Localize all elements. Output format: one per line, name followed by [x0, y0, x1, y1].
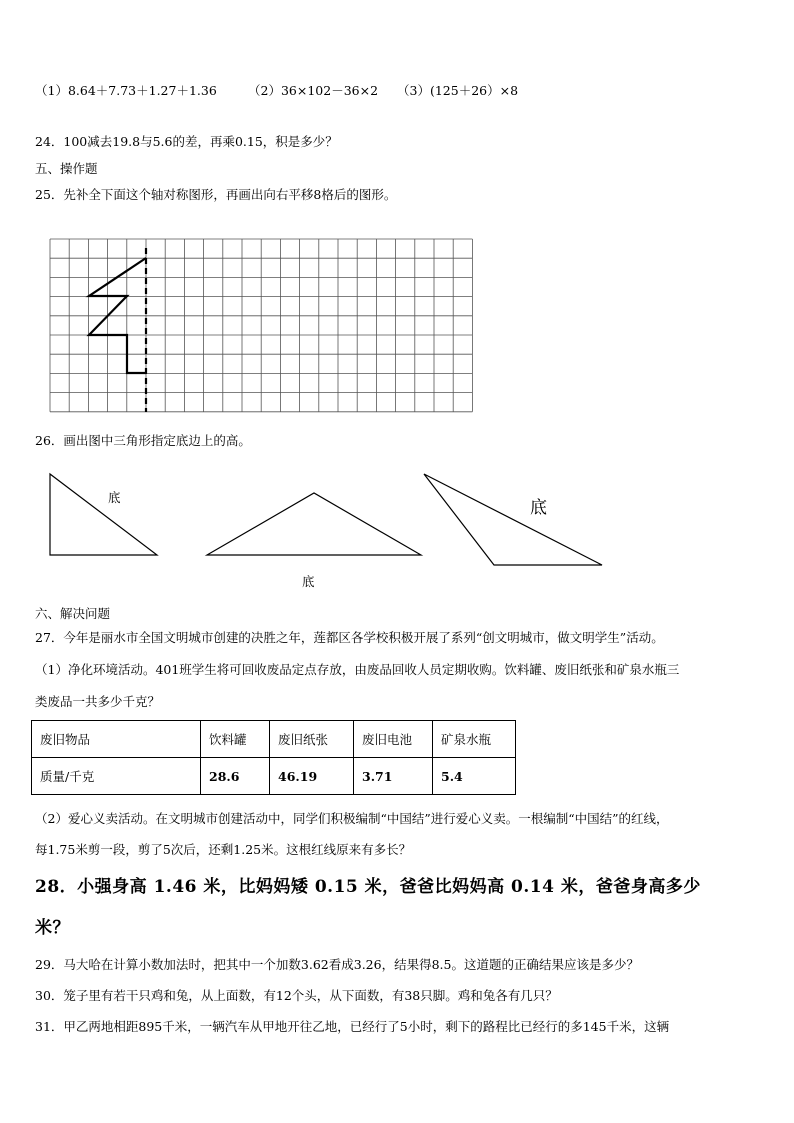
q23-item-2: （2）36×102－36×2: [248, 83, 379, 98]
question-27: 27．今年是丽水市全国文明城市创建的决胜之年，莲都区各学校积极开展了系列“创文明城市，做文明学生”活动。: [35, 630, 664, 645]
table-header-row: [32, 721, 516, 758]
table-header-cell: 废旧电池: [354, 721, 433, 758]
table-header-cell: 废旧物品: [32, 721, 201, 758]
base-label-2: 底: [302, 574, 315, 589]
q23-item-3: （3）(125＋26）×8: [397, 83, 519, 98]
question-27-1-line2: 类废品一共多少千克？: [35, 694, 161, 709]
table-cell: 质量/千克: [32, 758, 201, 795]
q23-item-1: （1）8.64＋7.73＋1.27＋1.36: [35, 83, 217, 98]
section-6-heading: 六、解决问题: [35, 606, 111, 621]
question-28-line1: 28．小强身高 1.46 米，比妈妈矮 0.15 米，爸爸比妈妈高 0.14 米，爸爸身高多少: [35, 877, 701, 897]
question-27-2-line1: （2）爱心义卖活动。在文明城市创建活动中，同学们积极编制“中国结”进行爱心义卖。一根编制“中国结”的红线，: [35, 811, 669, 826]
question-31: 31．甲乙两地相距895千米，一辆汽车从甲地开往乙地，已经行了5小时，剩下的路程比已经行的多145千米，这辆: [35, 1019, 670, 1034]
question-29: 29．马大哈在计算小数加法时，把其中一个加数3.62看成3.26，结果得8.5。这道题的正确结果应该是多少？: [35, 957, 639, 972]
table-row: [32, 758, 516, 795]
question-25: 25．先补全下面这个轴对称图形，再画出向右平移8格后的图形。: [35, 187, 397, 202]
section-5-heading: 五、操作题: [35, 161, 98, 176]
question-24: 24．100减去19.8与5.6的差，再乘0.15，积是多少？: [35, 134, 338, 149]
question-30: 30．笼子里有若干只鸡和兔，从上面数，有12个头，从下面数，有38只脚。鸡和兔各有几只？: [35, 988, 558, 1003]
question-28-line2: 米？: [35, 918, 70, 938]
base-label-3: 底: [530, 498, 547, 518]
table-header-cell: 废旧纸张: [270, 721, 354, 758]
table-cell: 3.71: [354, 758, 433, 795]
base-label-1: 底: [108, 490, 121, 505]
grid-figure: [50, 239, 472, 412]
table-cell: 5.4: [433, 758, 516, 795]
waste-table: [31, 720, 516, 795]
question-27-2-line2: 每1.75米剪一段，剪了5次后，还剩1.25米。这根红线原来有多长？: [35, 842, 412, 857]
table-cell: 28.6: [201, 758, 270, 795]
triangle-1: [50, 474, 157, 555]
question-27-1-line1: （1）净化环境活动。401班学生将可回收废品定点存放，由废品回收人员定期收购。饮料罐、废旧纸张和矿泉水瓶三: [35, 662, 680, 677]
triangle-2: [207, 493, 421, 555]
table-header-cell: 饮料罐: [201, 721, 270, 758]
table-header-cell: 矿泉水瓶: [433, 721, 516, 758]
question-26: 26．画出图中三角形指定底边上的高。: [35, 433, 251, 448]
triangle-3: [424, 474, 602, 565]
table-cell: 46.19: [270, 758, 354, 795]
